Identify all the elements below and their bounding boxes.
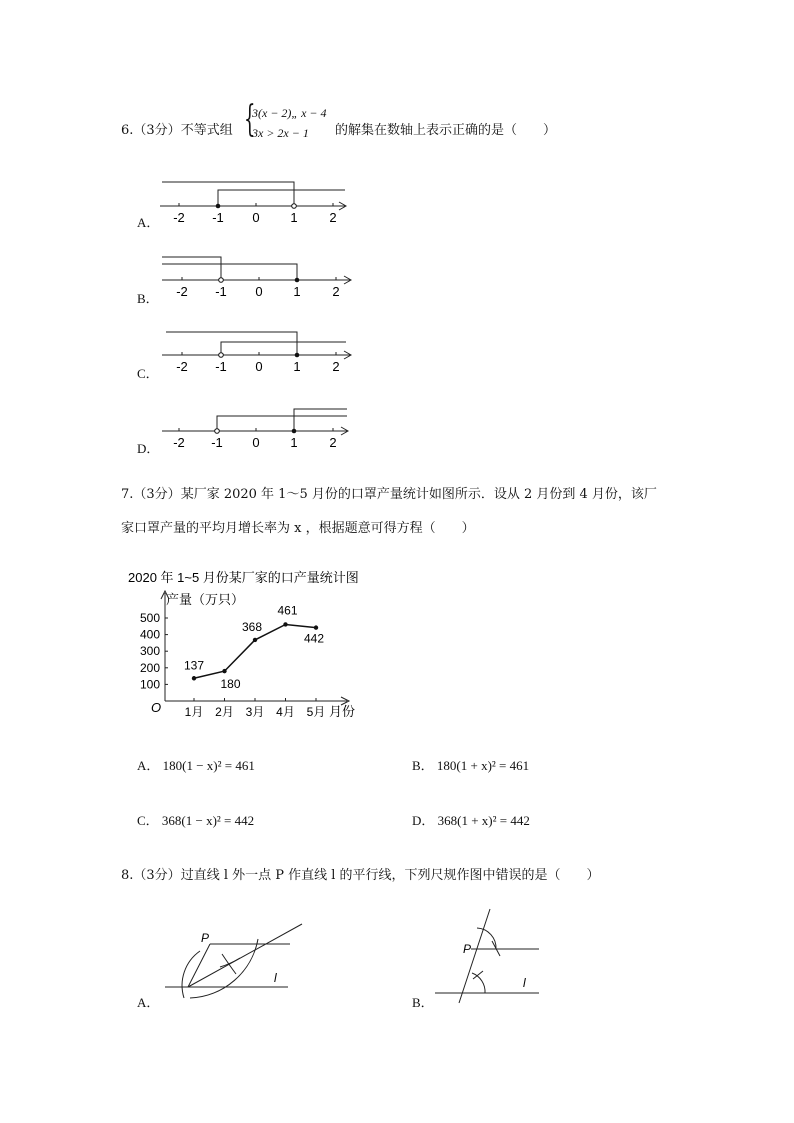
q7-option-b-label: B． — [412, 758, 434, 773]
solid-point — [295, 353, 300, 358]
q7-option-a-label: A． — [137, 758, 160, 773]
x-tick-label: 1月 — [184, 705, 204, 719]
x-tick-label: 5月 — [306, 705, 326, 719]
q6-option-c-label: C． — [137, 366, 159, 381]
q6-system-line2: 3x > 2x − 1 — [252, 126, 309, 140]
q8-number: 8. — [121, 868, 134, 883]
data-label: 461 — [277, 603, 298, 618]
solution-ray-left — [162, 182, 294, 206]
tick-label: 0 — [255, 359, 263, 374]
q7-option-b-text: 180(1 + x)² = 461 — [436, 758, 530, 773]
tick-label: -1 — [215, 284, 227, 299]
q7-number: 7. — [121, 487, 134, 502]
x-tick-label: 3月 — [245, 705, 265, 719]
chart-origin-label: O — [151, 700, 162, 715]
solution-ray-right — [294, 409, 347, 431]
tick-label: -2 — [173, 435, 185, 450]
tick-label: 0 — [255, 284, 263, 299]
solution-ray-right — [221, 342, 346, 355]
q7-stem-line1 — [121, 483, 657, 502]
q8-score: （3分） — [133, 868, 181, 883]
q7-option-b — [412, 755, 529, 774]
tick-label: -2 — [176, 359, 188, 374]
chart-x-axis-label: 月份 — [329, 704, 356, 719]
y-tick-label: 100 — [139, 677, 160, 692]
chart-title: 2020 年 1~5 月份某厂家的口产量统计图 — [128, 570, 359, 585]
tick-label: 2 — [332, 359, 340, 374]
brace-icon: { — [244, 99, 256, 140]
tick-label: 1 — [293, 359, 301, 374]
q7-option-c — [137, 810, 254, 829]
solution-ray-left — [162, 257, 221, 280]
q6-stem-pre: 不等式组 — [180, 123, 233, 138]
line-l-label: l — [274, 971, 277, 985]
solution-ray-left — [166, 332, 297, 355]
solution-ray-right — [217, 416, 347, 431]
q7-option-d — [412, 810, 530, 829]
q8-stem-text: 过直线 l 外一点 P 作直线 l 的平行线，下列尺规作图中错误的是（ ） — [180, 868, 600, 883]
q7-option-d-label: D． — [412, 813, 435, 828]
point-p-label: P — [463, 942, 472, 956]
q7-option-a — [137, 755, 255, 774]
hollow-point — [215, 429, 220, 434]
data-label: 180 — [220, 677, 241, 692]
line-l-label: l — [523, 976, 526, 990]
hollow-point — [292, 204, 297, 209]
tick-label: -1 — [215, 359, 227, 374]
data-point — [253, 638, 257, 642]
q6-stem-post: 的解集在数轴上表示正确的是（ ） — [335, 123, 557, 138]
tick-label: 2 — [329, 435, 337, 450]
q7-option-d-text: 368(1 + x)² = 442 — [437, 813, 530, 828]
chart-y-axis-label: 产量（万只） — [166, 592, 245, 607]
data-label: 442 — [303, 631, 325, 646]
solid-point — [216, 204, 221, 209]
solid-point — [295, 278, 300, 283]
y-tick-label: 400 — [139, 627, 160, 642]
solution-ray-right — [218, 190, 345, 206]
data-label: 368 — [241, 619, 263, 634]
q6-number-line-d — [157, 403, 357, 453]
q7-option-c-label: C． — [137, 813, 159, 828]
tick-label: 2 — [329, 210, 337, 225]
point-p-label: P — [201, 931, 210, 945]
q6-system-line1: 3(x − 2)„ x − 4 — [252, 106, 327, 120]
tick-label: 1 — [293, 284, 301, 299]
q6-score: （3分） — [133, 123, 181, 138]
q6-inequality-system — [244, 99, 344, 142]
tick-label: 2 — [332, 284, 340, 299]
q7-score: （3分） — [133, 487, 181, 502]
tick-label: -2 — [173, 210, 185, 225]
data-point — [314, 625, 318, 629]
y-tick-label: 200 — [139, 660, 160, 675]
hollow-point — [219, 353, 224, 358]
q8-option-b-label: B． — [412, 995, 434, 1010]
construction-arc-icon — [473, 971, 483, 979]
q6-number-line-b — [160, 252, 360, 302]
construction-arc-icon — [182, 951, 200, 998]
data-point — [283, 622, 287, 626]
tick-label: -2 — [176, 284, 188, 299]
tick-label: 1 — [290, 210, 298, 225]
q6-stem — [121, 119, 233, 138]
tick-label: -1 — [212, 210, 224, 225]
data-point — [222, 669, 226, 673]
q6-option-a-label: A． — [137, 215, 160, 230]
q8-option-a-label: A． — [137, 995, 160, 1010]
construction-arc-icon — [190, 939, 258, 998]
q6-number: 6. — [121, 123, 134, 138]
tick-label: 0 — [252, 210, 260, 225]
tick-label: -1 — [211, 435, 223, 450]
construction-arc-icon — [472, 973, 485, 993]
q7-option-c-text: 368(1 − x)² = 442 — [161, 813, 255, 828]
q8-construction-a — [160, 920, 310, 1010]
data-point — [192, 676, 196, 680]
q6-number-line-c — [160, 327, 360, 377]
hollow-point — [219, 278, 224, 283]
q8-stem — [121, 864, 600, 883]
q7-stem-line2: 家口罩产量的平均月增长率为 x ，根据题意可得方程（ ） — [121, 521, 475, 536]
q7-stem-text1: 某厂家 2020 年 1～5 月份的口罩产量统计如图所示．设从 2 月份到 4 月份，该厂 — [180, 487, 657, 502]
q6-number-line-a — [155, 178, 355, 228]
tick-label: 0 — [252, 435, 260, 450]
q6-option-b-label: B． — [137, 291, 159, 306]
q7-line-chart — [115, 565, 375, 725]
q7-option-a-text: 180(1 − x)² = 461 — [162, 758, 255, 773]
x-tick-label: 2月 — [215, 705, 234, 719]
solid-point — [292, 429, 297, 434]
y-tick-label: 300 — [139, 644, 160, 659]
data-label: 137 — [183, 658, 205, 673]
q8-construction-b — [433, 905, 553, 1010]
x-tick-label: 4月 — [276, 705, 295, 719]
y-tick-label: 500 — [139, 611, 160, 625]
q6-option-d-label: D． — [137, 441, 160, 456]
tick-label: 1 — [290, 435, 298, 450]
